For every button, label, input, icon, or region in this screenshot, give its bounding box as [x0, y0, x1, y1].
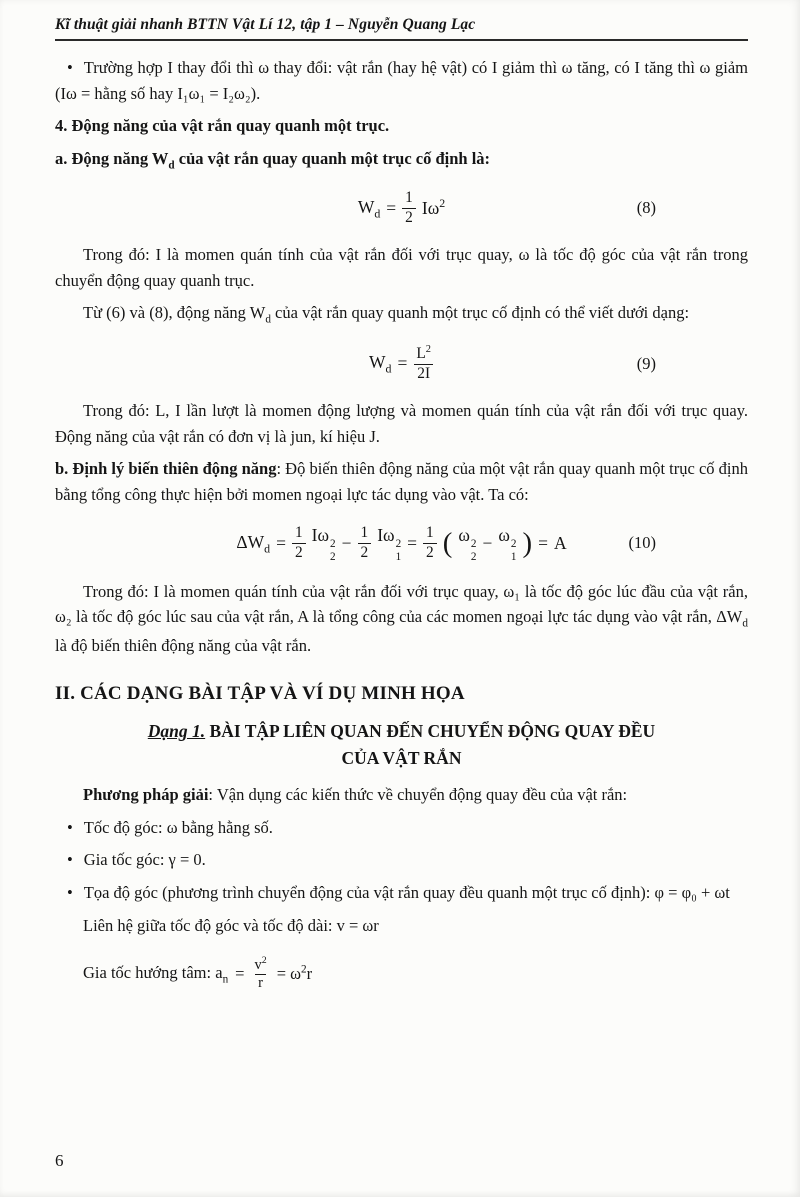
eq10-lhs: $\Delta W_d$ — [236, 531, 271, 556]
dang-1-label: Dạng 1. — [147, 721, 206, 742]
eq9-equals: = — [397, 353, 408, 374]
section-4b-heading: b. Định lý biến thiên động năng — [55, 459, 277, 479]
fraction: $\frac{v^2}{r}$ — [254, 955, 267, 992]
bullet-marker: • — [67, 850, 73, 870]
eq10-term-2: Iω 2 1 — [377, 525, 402, 563]
paragraph-trongdo-8: Trong đó: I là momen quán tính của vật rắn đối với trục quay, ω là tốc độ góc của vật rắn trong chuyển động quay quanh trục. — [55, 245, 748, 290]
method-bullet-item — [55, 880, 748, 906]
close-paren: ) — [522, 527, 533, 560]
eq10-term-4: ω 2 1 — [498, 525, 517, 563]
section-4-heading: 4. Động năng của vật rắn quay quanh một trục. — [55, 116, 390, 136]
page-number: 6 — [55, 1151, 64, 1170]
eq8-rhs: $I\omega^2$ — [421, 196, 446, 219]
equation-8-number: (8) — [636, 198, 656, 218]
method-paragraph: Phương pháp giải: Vận dụng các kiến thức về chuyển động quay đều của vật rắn: — [83, 785, 628, 805]
fan-label: Gia tốc hướng tâm: $a_n$ — [83, 962, 229, 985]
fraction: $\frac{1}{2}$ — [423, 524, 437, 562]
running-header-title: Kĩ thuật giải nhanh BTTN Vật Lí 12, tập 1 – Nguyễn Quang Lạc — [55, 16, 476, 33]
method-item-text: Tọa độ góc (phương trình chuyển động của vật rắn quay đều quanh một trục cố định): φ = φ₀ + ωt — [83, 882, 730, 902]
paragraph-tu-6-8: Từ (6) và (8), động năng $W_d$ của vật rắn quay quanh một trục cố định có thể viết dưới dạng: — [83, 303, 690, 326]
bullet-marker: • — [67, 817, 73, 837]
intro-bullet-text: Trường hợp I thay đổi thì ω thay đổi: vật rắn (hay hệ vật) có I giảm thì ω tăng, có I tăng thì ω giảm (Iω = hằng số hay I₁ω₁ = I₂ω₂). — [55, 58, 748, 103]
fan-equals-1: = — [235, 964, 245, 984]
intro-bullet-paragraph — [55, 55, 748, 106]
method-label: Phương pháp giải — [83, 785, 209, 805]
section-4a-heading: a. Động năng $W_d$ của vật rắn quay quanh một trục cố định là: — [55, 148, 491, 171]
equation-8 — [55, 189, 748, 227]
paragraph-trongdo-9: Trong đó: L, I lần lượt là momen động lượng và momen quán tính của vật rắn đối với trục quay. Động năng của vật rắn có đơn vị là jun, kí hiệu J. — [55, 401, 748, 446]
method-bullet-item — [55, 847, 748, 873]
method-item-text: Tốc độ góc: ω bằng hằng số. — [83, 817, 273, 837]
equation-9 — [55, 344, 748, 383]
eq10-equals-2: = — [407, 532, 418, 553]
eq8-lhs: $W_d$ — [357, 196, 381, 221]
eq10-minus-1: − — [341, 532, 352, 553]
equation-10 — [55, 522, 748, 563]
dang-1-heading: Dạng 1. BÀI TẬP LIÊN QUAN ĐẾN CHUYỂN ĐỘNG QUAY ĐỀU CỦA VẬT RẮN — [147, 721, 656, 769]
fraction: $\frac{L^2}{2I}$ — [413, 344, 434, 383]
section-4b-heading-paragraph: b. Định lý biến thiên động năng: Độ biến thiên động năng của một vật rắn quay quanh một trục cố định bằng tổng công thực hiện bởi momen ngoại lực tác dụng vào vật. Ta có: — [55, 459, 748, 504]
equation-8-body — [358, 189, 445, 227]
eq10-equals-3: = — [538, 532, 548, 553]
fraction: $\frac{1}{2}$ — [402, 189, 416, 227]
section-ii-heading: II. CÁC DẠNG BÀI TẬP VÀ VÍ DỤ MINH HỌA — [55, 682, 465, 704]
equation-9-number: (9) — [636, 353, 656, 373]
method-item-text: Gia tốc góc: γ = 0. — [83, 850, 206, 870]
fraction: $\frac{1}{2}$ — [358, 524, 372, 562]
eq8-equals: = — [386, 197, 397, 218]
method-bullet-item — [55, 815, 748, 841]
eq10-equals-1: = — [276, 532, 286, 553]
eq10-rhs: A — [553, 532, 567, 553]
paragraph-trongdo-10: Trong đó: I là momen quán tính của vật rắn đối với trục quay, ω₁ là tốc độ góc lúc đầu của vật rắn, ω₂ là tốc độ góc lúc sau của vật rắn, A là tổng công của các momen ngoại lực tác dụng vào vật rắn, $\Delta W_d$ là độ biến thiên động năng của vật rắn. — [55, 581, 748, 656]
open-paren: ( — [442, 527, 453, 560]
eq10-term-3: ω 2 2 — [458, 525, 477, 563]
paragraph-lienhe: Liên hệ giữa tốc độ góc và tốc độ dài: v = ωr — [83, 915, 379, 935]
running-header — [55, 16, 748, 41]
equation-9-body — [369, 344, 434, 383]
page-body — [55, 55, 748, 1003]
fraction: $\frac{1}{2}$ — [292, 524, 306, 562]
eq10-minus-2: − — [482, 532, 493, 553]
equation-10-number: (10) — [628, 533, 656, 553]
fan-rhs: = $\omega^2r$ — [276, 963, 313, 984]
bullet-marker: • — [67, 882, 73, 902]
eq9-lhs: $W_d$ — [369, 352, 392, 376]
equation-10-body — [236, 522, 566, 563]
formula-centripetal — [83, 955, 312, 993]
eq10-term-1: Iω 2 2 — [311, 525, 336, 563]
bullet-marker: • — [67, 58, 73, 77]
